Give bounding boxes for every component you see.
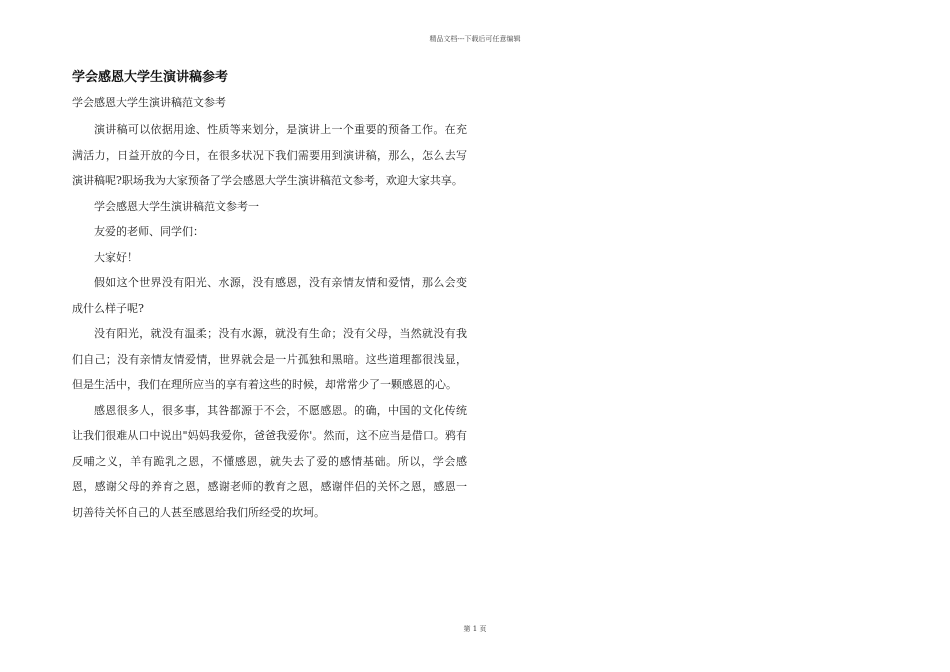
- paragraph-intro: 演讲稿可以依据用途、性质等来划分，是演讲上一个重要的预备工作。在充满活力，日益开放的今日，在很多状况下我们需要用到演讲稿，那么，怎么去写演讲稿呢?职场我为大家预备了学会感恩大学生演讲稿范文参考，欢迎大家共享。: [72, 123, 467, 187]
- page-number: 第 1 页: [463, 625, 487, 633]
- document-subtitle: 学会感恩大学生演讲稿范文参考: [72, 96, 226, 109]
- paragraph-body: 假如这个世界没有阳光、水源，没有感恩，没有亲情友情和爱情，那么会变成什么样子呢?: [72, 276, 467, 315]
- paragraph-section-heading: 学会感恩大学生演讲稿范文参考一: [94, 199, 259, 213]
- paragraph-body: 没有阳光，就没有温柔；没有水源，就没有生命；没有父母，当然就没有我们自己；没有亲情友情爱情，世界就会是一片孤独和黑暗。这些道理都很浅显，但是生活中，我们在理所应当的享有着这些的时候，却常常少了一颗感恩的心。: [72, 327, 467, 391]
- header-note: 精品文档---下载后可任意编辑: [429, 35, 521, 43]
- paragraph-greeting: 大家好！: [94, 250, 138, 264]
- document-title: 学会感恩大学生演讲稿参考: [72, 70, 229, 85]
- paragraph-body: 感恩很多人，很多事，其咎都源于不会，不愿感恩。的确，中国的文化传统让我们很难从口中说出"妈妈我爱你，爸爸我爱你'。然而，这不应当是借口。鸦有反哺之义，羊有跪乳之恩，不懂感恩，就失去了爱的感情基础。所以，学会感恩，感谢父母的养育之恩，感谢老师的教育之恩，感谢伴侣的关怀之恩，感恩一切善待关怀自己的人甚至感恩给我们所经受的坎坷。: [72, 403, 467, 519]
- paragraph-salutation: 友爱的老师、同学们：: [94, 225, 204, 238]
- document-body: [72, 117, 467, 525]
